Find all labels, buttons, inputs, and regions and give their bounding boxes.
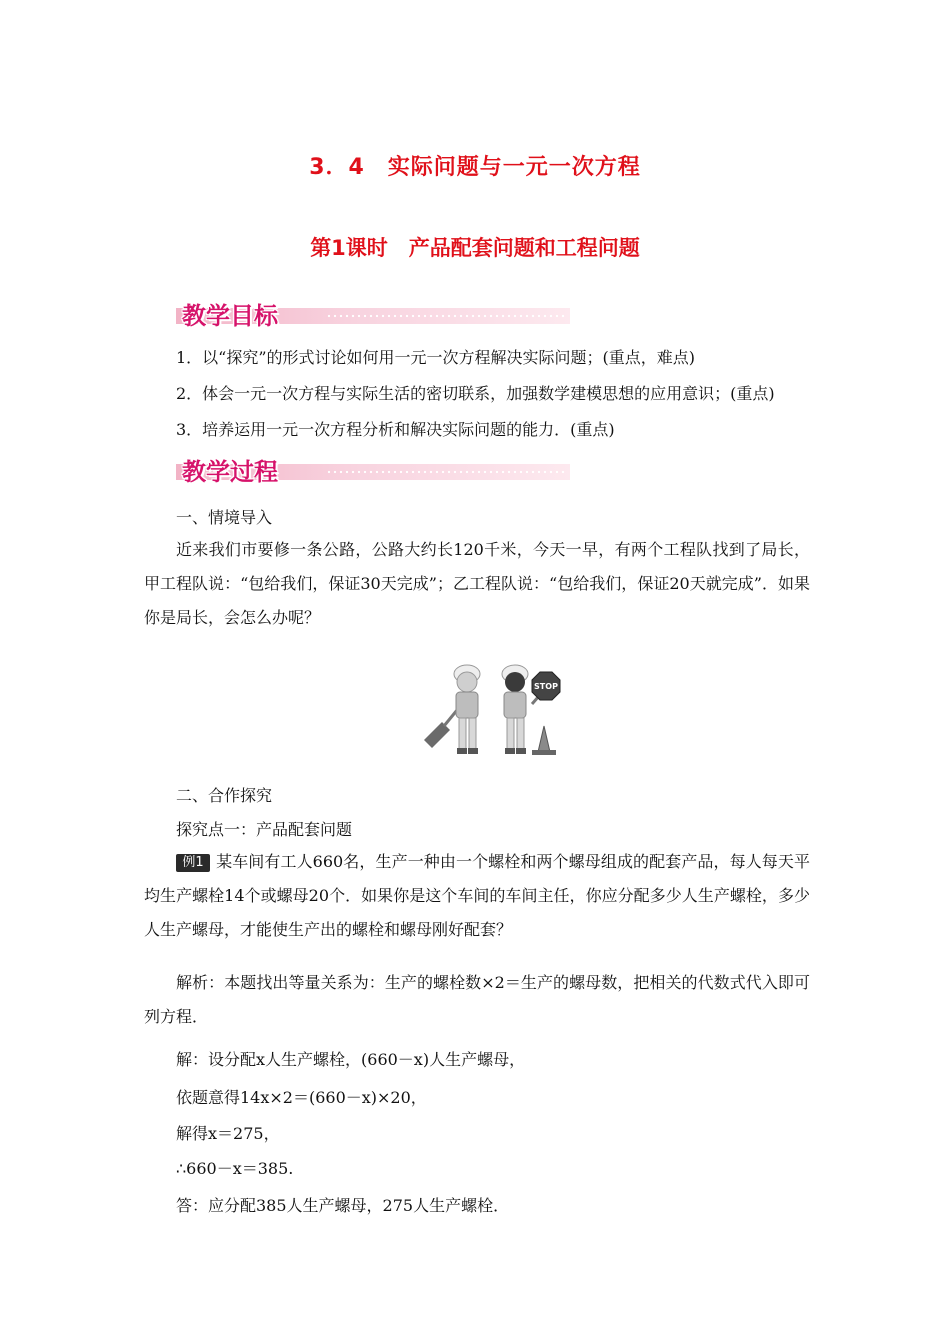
explore-point: 探究点一：产品配套问题 [176,820,353,839]
explore-heading: 二、合作探究 [176,786,273,805]
solution-line-1: 解：设分配x人生产螺栓，(660－x)人生产螺母， [176,1050,526,1069]
banner-dots [326,470,566,474]
analysis-paragraph: 解析：本题找出等量关系为：生产的螺栓数×2＝生产的螺母数，把相关的代数式代入即可列方程． [144,973,810,1026]
solution-line-4: ∴660－x＝385. [176,1159,294,1178]
solution-line-3: 解得x＝275， [176,1124,280,1143]
objective-item-1: 1．以“探究”的形式讨论如何用一元一次方程解决实际问题；(重点，难点) [176,348,696,367]
objectives-banner-label: 教学目标 [182,302,278,330]
example-paragraph [144,845,810,947]
objective-item-2: 2．体会一元一次方程与实际生活的密切联系，加强数学建模思想的应用意识；(重点) [176,384,775,403]
process-banner-label: 教学过程 [182,458,278,486]
example-badge: 例1 [176,854,210,872]
construction-workers-illustration [420,658,566,760]
objectives-banner [176,296,570,330]
solution-line-2: 依题意得14x×2＝(660－x)×20， [176,1088,427,1107]
banner-dots [326,314,566,318]
intro-heading: 一、情境导入 [176,508,273,527]
objective-item-3: 3．培养运用一元一次方程分析和解决实际问题的能力．(重点) [176,420,615,439]
example-text: 某车间有工人660名，生产一种由一个螺栓和两个螺母组成的配套产品，每人每天平均生产螺栓14个或螺母20个．如果你是这个车间的车间主任，你应分配多少人生产螺栓，多少人生产螺母，才能使生产出的螺栓和螺母刚好配套？ [144,852,810,939]
section-title: 3．4 实际问题与一元一次方程 [309,155,641,180]
stop-sign-label: STOP [534,682,558,691]
lesson-title: 第1课时 产品配套问题和工程问题 [310,236,640,260]
process-banner [176,452,570,486]
solution-answer: 答：应分配385人生产螺母，275人生产螺栓． [176,1196,510,1215]
intro-paragraph: 近来我们市要修一条公路，公路大约长120千米，今天一早，有两个工程队找到了局长，甲工程队说：“包给我们，保证30天完成”；乙工程队说：“包给我们，保证20天就完成”．如果你是局长，会怎么办呢？ [144,540,810,627]
